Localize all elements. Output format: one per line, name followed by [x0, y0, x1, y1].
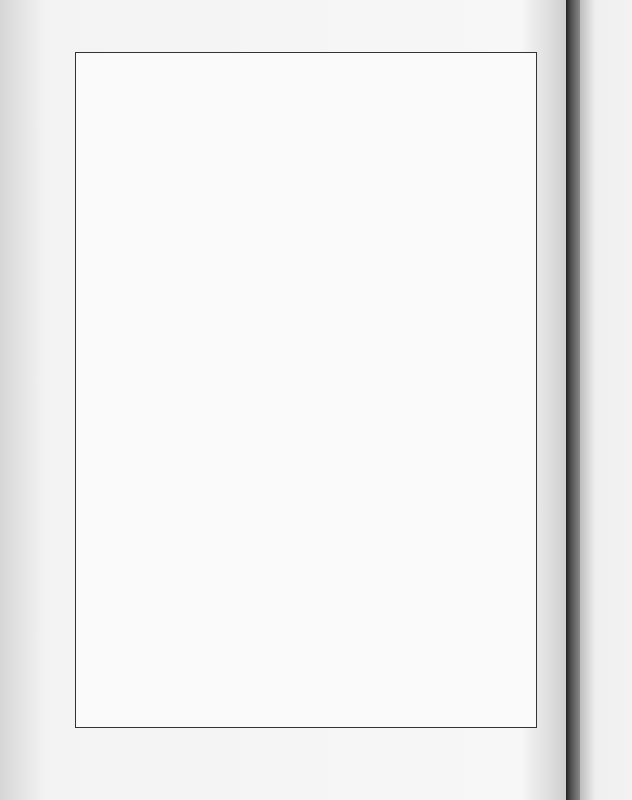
results-list [100, 68, 520, 148]
class-iva-title [100, 68, 520, 102]
class-ivb-title [100, 108, 520, 142]
book-gutter [566, 0, 580, 800]
page-frame [75, 52, 537, 728]
next-page-edge [580, 0, 632, 800]
